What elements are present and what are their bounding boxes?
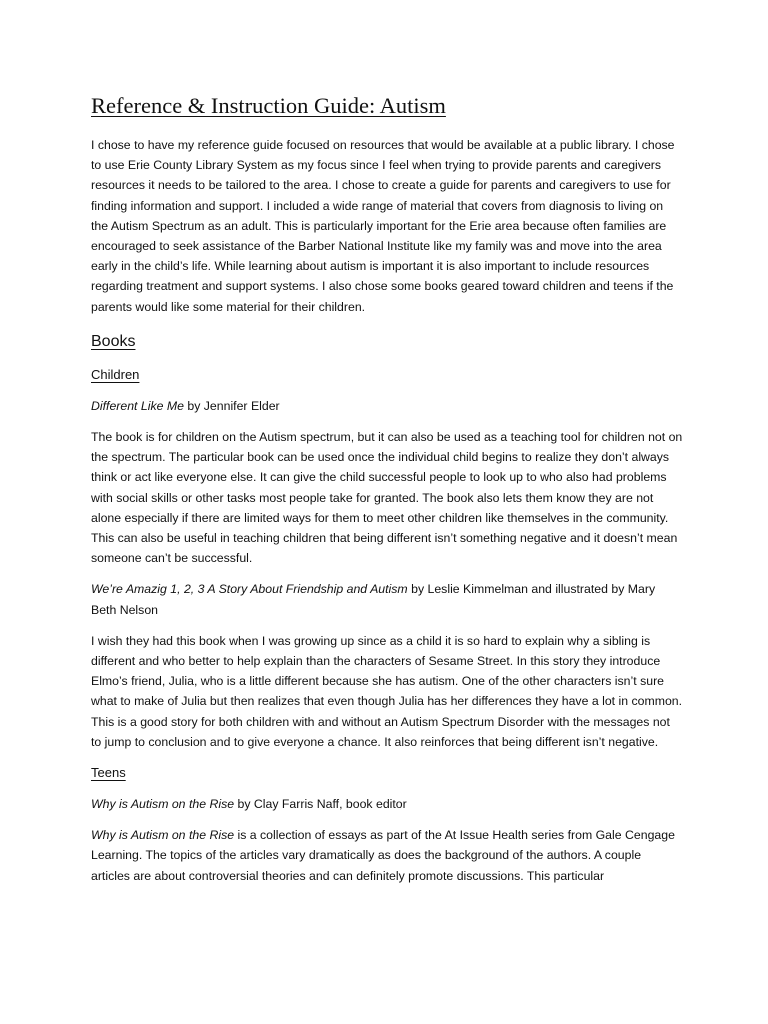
books-heading: Books [91,332,136,350]
book-title: We’re Amazig 1, 2, 3 A Story About Friendship and Autism [91,582,408,597]
document-title: Reference & Instruction Guide: Autism [91,93,446,118]
book-description: The book is for children on the Autism spectrum, but it can also be used as a teaching tool for children not on the spectrum. The particular book can be used once the individual child begins to realize they don’t always think or act like everyone else. It can give the child successful people to look up to who also had problems with social skills or other tasks most people take for granted. The book also lets them know they are not alone especially if there are limited ways for them to meet other children like themselves in the community. This can also be useful in teaching children that being different isn’t something negative and it doesn’t mean someone can’t be successful. [91,430,683,566]
intro-paragraph: I chose to have my reference guide focused on resources that would be available at a public library. I chose to use Erie County Library System as my focus since I feel when trying to provide parents and caregivers resources it needs to be tailored to the area. I chose to create a guide for parents and caregivers to use for finding information and support. I included a wide range of material that covers from diagnosis to living on the Autism Spectrum as an adult. This is particularly important for the Erie area because often families are encouraged to seek assistance of the Barber National Institute like my family was and move into the area early in the child’s life. While learning about autism is important it is also important to include resources regarding treatment and support systems. I also chose some books geared toward children and teens if the parents would like some material for their children. [91,138,675,314]
book-title: Why is Autism on the Rise [91,797,235,812]
book-title-inline: Why is Autism on the Rise [91,828,235,843]
book-byline: by Leslie Kimmelman and illustrated by Mary Beth Nelson [91,582,656,617]
book-entry-different-like-me [91,396,683,416]
book-description [91,825,683,886]
book-entry-were-amazing [91,579,683,619]
book-byline: by Jennifer Elder [183,398,280,413]
book-entry-why-is-autism-on-the-rise [91,794,683,814]
book-description: I wish they had this book when I was growing up since as a child it is so hard to explain why a sibling is different and who better to help explain than the characters of Sesame Street. In this story they introduce Elmo’s friend, Julia, who is a little different because she has autism. One of the other characters isn’t sure what to make of Julia but then realizes that even though Julia has her differences they have a lot in common. This is a good story for both children with and without an Autism Spectrum Disorder with the messages not to jump to conclusion and to give everyone a chance. It also reinforces that being different isn’t negative. [91,633,683,749]
book-description-text: is a collection of essays as part of the At Issue Health series from Gale Cengage Learning. The topics of the articles vary dramatically as does the background of the authors. A couple articles are about controversial theories and can definitely promote discussions. This particular [91,828,675,883]
teens-heading: Teens [91,765,126,781]
book-byline: by Clay Farris Naff, book editor [234,797,407,812]
book-title: Different Like Me [91,398,184,413]
document-page [91,92,683,897]
children-heading: Children [91,366,140,382]
